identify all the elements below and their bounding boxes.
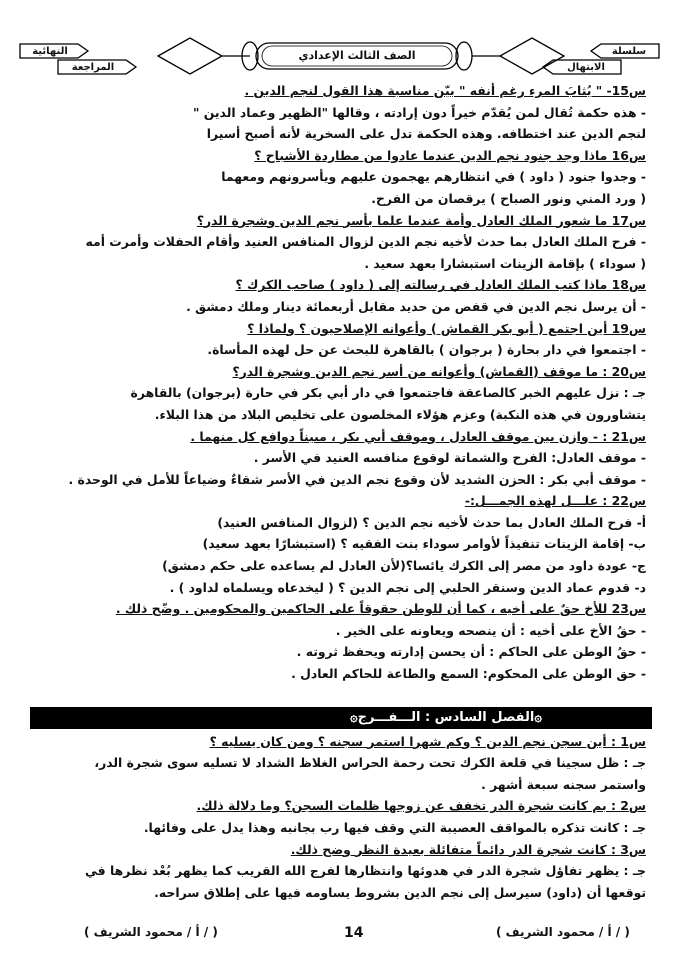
answer-line: - أن يرسل نجم الدين في قفص من حديد مقابل أربعمائة دينار وملك دمشق . [186, 298, 646, 314]
answer-line: توقعها أن (داود) سيرسل إلى نجم الدين بشروط يساومه فيها على إطلاق سراحه. [154, 884, 646, 900]
answer-line: ( سوداء ) بإقامة الزينات استبشارا بعهد سعيد . [364, 255, 646, 271]
answer-line: - وجدوا جنود ( داود ) في انتظارهم يهجمون عليهم ويأسرونهم ومعهما [221, 169, 646, 185]
answer-line: يتشاورون في هذه النكبة) وعزم هؤلاء المخلصون على تخليص البلاد من هذا البلاء. [154, 406, 646, 422]
document-body [36, 80, 646, 903]
answer-line: د- قدوم عماد الدين وسنقر الحلبي إلى نجم الدين ؟ ( ليخدعاه ويسلماه لداود ) . [169, 579, 646, 595]
question-20: س20 : ما موقف (القماش) وأعوانه من أسر نجم الدين وشجرة الدر؟ [232, 363, 646, 379]
answer-line: جـ : يظهر تفاؤل شجرة الدر في هدوئها وانتظارها لفرج الله القريب كما يظهر بُعْد نظرها في [85, 863, 646, 879]
header-tag-final: النهائية [32, 46, 68, 57]
footer-author-right: ( أ / محمود الشريف / ) [496, 925, 630, 939]
question-1: س1 : أين سجن نجم الدين ؟ وكم شهرا استمر سجنه ؟ ومن كان يسليه ؟ [209, 733, 646, 749]
question-16: س16 ماذا وجد جنود نجم الدين عندما عادوا من مطاردة الأشباح ؟ [254, 147, 646, 163]
header-grade: الصف الثالث الإعدادي [298, 49, 416, 62]
header-tag-review: المراجعة [71, 62, 115, 73]
answer-line: لنجم الدين عند اختطافه. وهذه الحكمة تدل على السخرية لأنه أصبح أسيرا [206, 126, 646, 142]
answer-line: - حق الوطن على المحكوم: السمع والطاعة للحاكم العادل . [291, 666, 646, 682]
question-19: س19 أين اجتمع ( أبو بكر القماش ) وأعوانه الإصلاحيون ؟ ولماذا ؟ [247, 320, 646, 336]
question-2: س2 : بم كانت شجرة الدر تخفف عن زوجها ظلمات السجن؟ وما دلالة ذلك. [196, 798, 646, 814]
question-23: س23 للأخ حقٌ على أخيه ، كما أن للوطن حقوقاً على الحاكمين والمحكومين . وضّح ذلك . [115, 601, 646, 617]
answer-line: - حقُ الوطن على الحاكم : أن يحسن إدارته ويحفظ ثروته . [296, 644, 646, 660]
answer-line: جـ : كانت تذكره بالمواقف العصيبة التي وقف فيها رب بجانبه وهذا يدل على وفائها. [143, 820, 646, 835]
answer-line: - حقُ الأخ على أخيه : أن ينصحه ويعاونه على الخير . [335, 622, 646, 638]
answer-line: ب- إقامة الزينات تنفيذاً لأوامر سوداء بنت الفقيه ؟ (استبشارًا بعهد سعيد) [202, 536, 646, 552]
question-22: س22 : علـــل لهذه الجمـــل:- [464, 493, 646, 509]
question-21: س21 : - وازن بين موقف العادل ، وموقف أبي بكر ، مبيناً دوافع كل منهما . [190, 428, 646, 444]
answer-line: ج- عودة داود من مصر إلى الكرك يائسا؟(لأن العادل لم يساعده على حكم دمشق) [162, 558, 646, 574]
answer-line: جـ : نزل عليهم الخبر كالصاعقة فاجتمعوا في دار أبي بكر في حارة (برجوان) بالقاهرة [130, 385, 646, 401]
answer-line: - هذه حكمة تُقال لمن يُقدّم خيراً دون إرادته ، وقالها "الظهير وعماد الدين " [192, 104, 646, 120]
answer-line: - فرح الملك العادل بما حدث لأخيه نجم الدين لزوال المنافس العنيد وأقام الحفلات وأمرت أمه [85, 234, 646, 250]
answer-line: أ- فرح الملك العادل بما حدث لأخيه نجم الدين ؟ (لزوال المنافس العنيد) [217, 514, 646, 530]
section-heading: ۞الفصل السادس : الـــفـــرج۞ [30, 707, 652, 729]
page-number: 14 [344, 925, 364, 941]
answer-line: - موقف أبي بكر : الحزن الشديد لأن وقوع نجم الدين في الأسر شقاءٌ وضياعاً للأمل في الوحدة . [68, 471, 646, 487]
header-tag-ibtihal: الابتهال [567, 62, 605, 73]
question-17: س17 ما شعور الملك العادل وأمة عندما علما بأسر نجم الدين وشجرة الدر؟ [196, 212, 646, 228]
answer-line: جـ : ظل سجينا في قلعة الكرك تحت رحمة الحراس الغلاظ الشداد لا تسليه سوى شجرة الدر، [94, 755, 646, 771]
page-footer [0, 925, 679, 945]
question-3: س3 : كانت شجرة الدر دائماً متفائلة بعيدة النظر وضح ذلك. [290, 841, 646, 857]
answer-line: - موقف العادل: الفرح والشماتة لوقوع منافسه العنيد في الأسر . [253, 450, 646, 466]
answer-line: واستمر سجنه سبعة أشهر . [481, 776, 646, 792]
answer-line: ( ورد المني ونور الصباح ) يرقصان من الفرح. [371, 190, 646, 206]
header-tag-series: سلسلة [611, 46, 647, 57]
question-18: س18 ماذا كتب الملك العادل في رسالته إلى ( داود ) صاحب الكرك ؟ [235, 277, 646, 293]
footer-author-left: ( أ / محمود الشريف / ) [84, 925, 218, 939]
question-15: س15- " يُثابَ المرء رغم أنفه " بيّن مناسبة هذا القول لنجم الدين . [244, 83, 646, 98]
answer-line: - اجتمعوا في دار بحارة ( برجوان ) بالقاهرة للبحث عن حل لهذه المأساة. [207, 342, 646, 358]
